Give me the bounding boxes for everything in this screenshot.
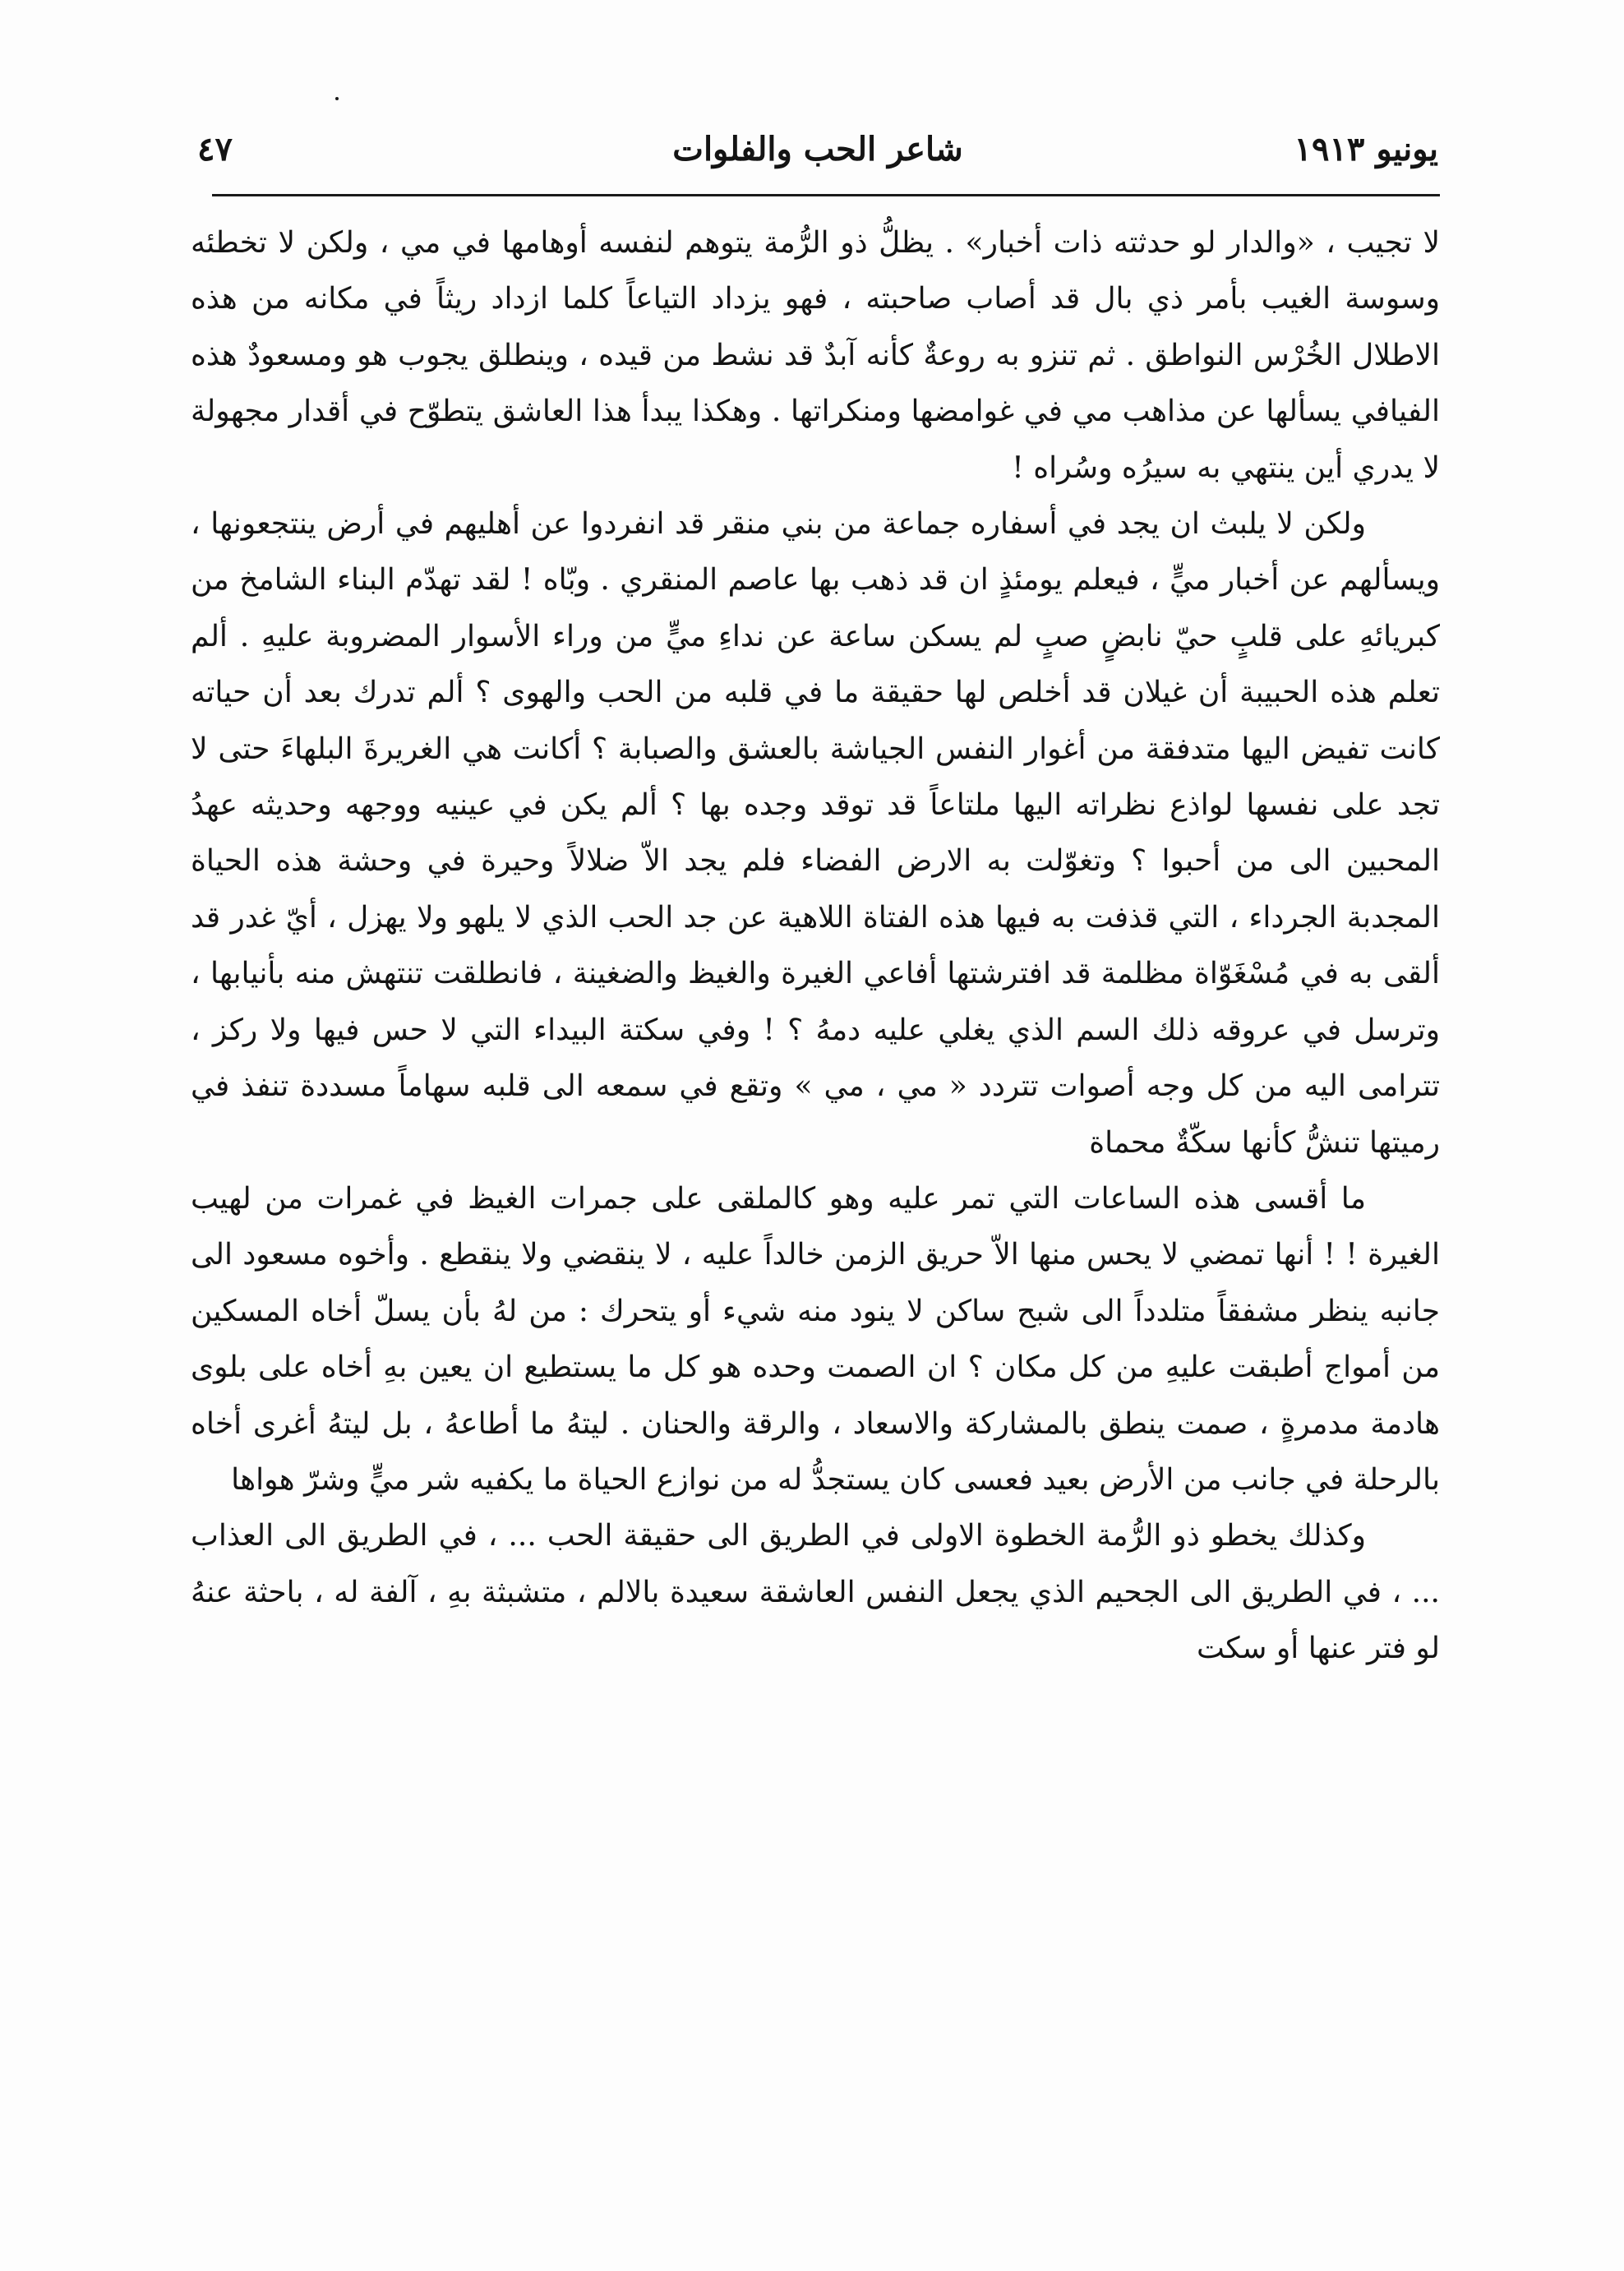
- paragraph: وكذلك يخطو ذو الرُّمة الخطوة الاولى في الطريق الى حقيقة الحب ... ، في الطريق الى العذاب ... ، في الطريق الى الجحيم الذي يجعل النفس العاشقة سعيدة بالالم ، متشبثة بهِ ، آلفة له ، باحثة عنهُ لو فتر عنها أو سكت: [191, 1519, 1440, 1666]
- header-date: يونيو ١٩١٣: [1294, 130, 1438, 168]
- page-number: ٤٧: [197, 130, 233, 168]
- header-rule: [212, 194, 1440, 196]
- speck-mark: [335, 97, 339, 100]
- paragraph: لا تجيب ، «والدار لو حدثته ذات أخبار» . يظلُّ ذو الرُّمة يتوهم لنفسه أوهامها في مي ، ولكن لا تخطئه وسوسة الغيب بأمر ذي بال قد أصاب صاحبته ، فهو يزداد التياعاً كلما ازداد ريثاً في مكانه من هذه الاطلال الخُرْس النواطق . ثم تنزو به روعةٌ كأنه آبدٌ قد نشط من قيده ، وينطلق يجوب هو ومسعودٌ هذه الفيافي يسألها عن مذاهب مي في غوامضها ومنكراتها . وهكذا يبدأ هذا العاشق يتطوّح في أقدار مجهولة لا يدري أين ينتهي به سيرُه وسُراه !: [191, 226, 1440, 485]
- paragraph: ولكن لا يلبث ان يجد في أسفاره جماعة من بني منقر قد انفردوا عن أهليهم في أرض ينتجعونها ، ويسألهم عن أخبار ميٍّ ، فيعلم يومئذٍ ان قد ذهب بها عاصم المنقري . وبّاه ! لقد تهدّم البناء الشامخ من كبريائهِ على قلبٍ حيّ نابضٍ صبٍ لم يسكن ساعة عن نداءِ ميٍّ من وراء الأسوار المضروبة عليهِ . ألم تعلم هذه الحبيبة أن غيلان قد أخلص لها حقيقة ما في قلبه من الحب والهوى ؟ ألم تدرك بعد أن حياته كانت تفيض اليها متدفقة من أغوار النفس الجياشة بالعشق والصبابة ؟ أكانت هي الغريرةَ البلهاءَ حتى لا تجد على نفسها لواذع نظراته اليها ملتاعاً قد توقد وجده بها ؟ ألم يكن في عينيه ووجهه وحديثه عهدُ المحبين الى من أحبوا ؟ وتغوّلت به الارض الفضاء فلم يجد الاّ ضلالاً وحيرة في وحشة هذه الحياة المجدبة الجرداء ، التي قذفت به فيها هذه الفتاة اللاهية عن جد الحب الذي لا يلهو ولا يهزل ، أيّ غدر قد ألقى به في مُسْغَوّاة مظلمة قد افترشتها أفاعي الغيرة والغيظ والضغينة ، فانطلقت تنتهش منه بأنيابها ، وترسل في عروقه ذلك السم الذي يغلي عليه دمهُ ؟ ! وفي سكتة البيداء التي لا حس فيها ولا ركز ، تترامى اليه من كل وجه أصوات تتردد « مي ، مي » وتقع في سمعه الى قلبه سهاماً مسددة تنفذ في رميتها تنشُّ كأنها سكّةٌ محماة: [191, 507, 1441, 1160]
- running-header: [197, 123, 1438, 176]
- paragraph: ما أقسى هذه الساعات التي تمر عليه وهو كالملقى على جمرات الغيظ في غمرات من لهيب الغيرة ! ! أنها تمضي لا يحس منها الاّ حريق الزمن خالداً عليه ، لا ينقضي ولا ينقطع . وأخوه مسعود الى جانبه ينظر مشفقاً متلدداً الى شبح ساكن لا ينود منه شيء أو يتحرك : من لهُ بأن يسلّ أخاه المسكين من أمواج أطبقت عليهِ من كل مكان ؟ ان الصمت وحده هو كل ما يستطيع ان يعين بهِ أخاه على بلوى هادمة مدمرةٍ ، صمت ينطق بالمشاركة والاسعاد ، والرقة والحنان . ليتهُ ما أطاعهُ ، بل ليتهُ أغرى أخاه بالرحلة في جانب من الأرض بعيد فعسى كان يستجدُّ له من نوازع الحياة ما يكفيه شر ميٍّ وشرّ هواها: [191, 1181, 1441, 1497]
- header-title: شاعر الحب والفلوات: [672, 130, 963, 168]
- article-body: [191, 215, 1440, 1678]
